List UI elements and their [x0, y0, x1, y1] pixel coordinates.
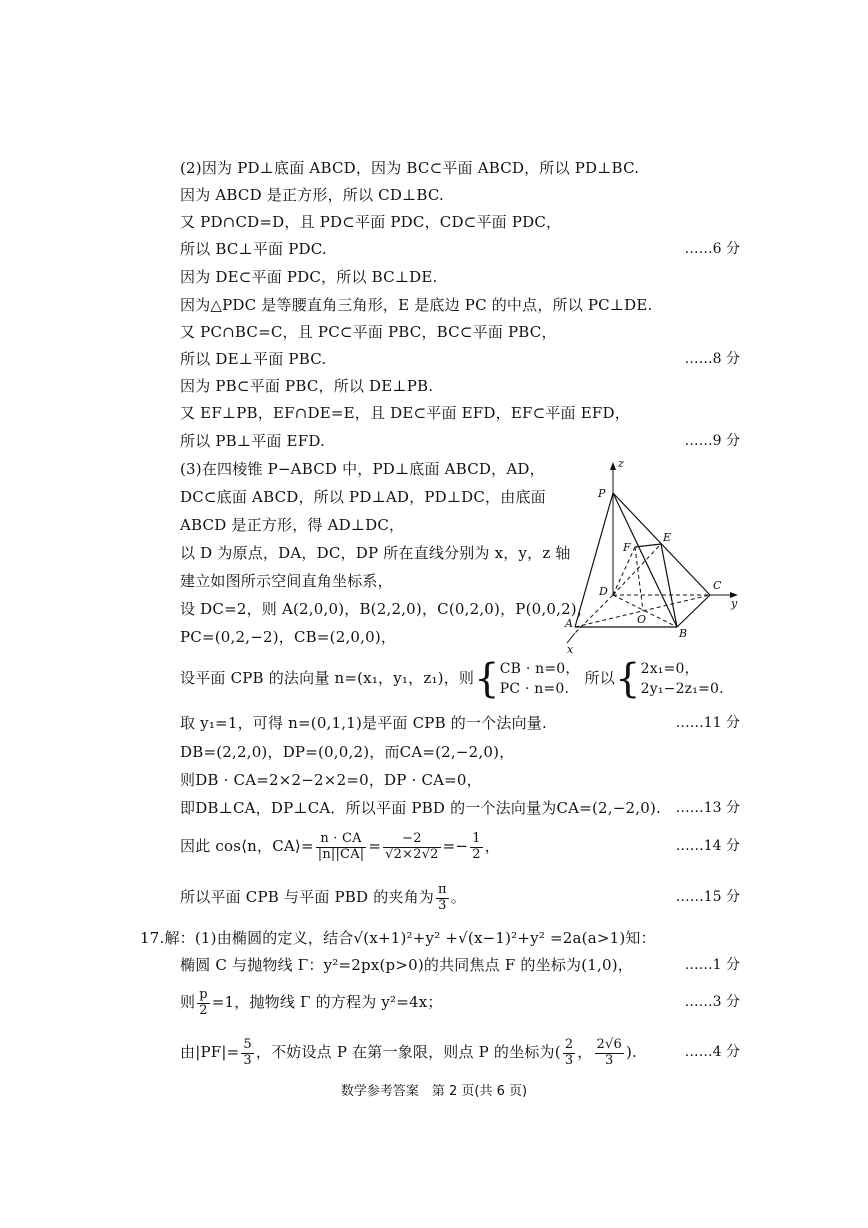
segment-eb [661, 544, 677, 627]
denominator: 3 [438, 897, 447, 913]
equals: =− [442, 837, 469, 855]
cosine-line [180, 823, 500, 869]
equation: 2y₁−2z₁=0. [640, 681, 724, 697]
so-label: 所以 [584, 669, 615, 687]
label-z: z [618, 457, 624, 470]
text-line: (3)在四棱锥 P−ABCD 中，PD⊥底面 ABCD，AD， [180, 460, 545, 478]
numerator: π [438, 882, 447, 898]
pyramid-figure [555, 455, 745, 655]
parabola-text: =1，抛物线 Γ 的方程为 y²=4x； [211, 993, 443, 1011]
label-y: y [731, 597, 738, 610]
left-brace: { [614, 656, 641, 702]
text-line: 因为 ABCD 是正方形，所以 CD⊥BC. [180, 186, 444, 204]
paren: ( [554, 1043, 561, 1061]
text-line: 因为 PB⊂平面 PBC，所以 DE⊥PB. [180, 377, 434, 395]
then-word: 则 [180, 993, 196, 1011]
score-mark: ……14 分 [675, 838, 740, 854]
left-brace: { [474, 656, 500, 702]
text-line: DC⊂底面 ABCD，所以 PD⊥AD，PD⊥DC，由底面 [180, 488, 546, 506]
edge-bc [677, 595, 710, 627]
text-line: ABCD 是正方形，得 AD⊥DC， [180, 516, 405, 534]
text-line: 椭圆 C 与抛物线 Γ：y²=2px(p>0)的共同焦点 F 的坐标为(1,0)， [180, 956, 633, 974]
denominator: |n||CA| [317, 846, 365, 862]
comma: ， [577, 1043, 593, 1061]
text-line: 又 PC∩BC=C，且 PC⊂平面 PBC，BC⊂平面 PBC， [180, 323, 557, 341]
punct: 。 [450, 888, 466, 906]
text-line: 所以 BC⊥平面 PDC. [180, 240, 327, 258]
score-mark: ……13 分 [675, 800, 740, 816]
angle-line [180, 874, 466, 920]
denominator: 2 [199, 1002, 208, 1018]
text-line: 又 PD∩CD=D，且 PD⊂平面 PDC，CD⊂平面 PDC， [180, 213, 562, 231]
fraction [316, 832, 367, 862]
equation-system [500, 659, 580, 699]
segment-fo [635, 547, 643, 611]
punct: ， [484, 837, 500, 855]
text-line: 17.解：(1)由椭圆的定义，结合√(x+1)²+y² +√(x−1)²+y² =2a(a>1)知： [140, 929, 656, 947]
score-mark: ……4 分 [684, 1044, 740, 1060]
normal-lead: 设平面 CPB 的法向量 n=(x₁，y₁，z₁)，则 [180, 669, 475, 687]
numerator: −2 [383, 832, 440, 847]
numerator: 1 [472, 831, 481, 847]
label-f: F [623, 541, 631, 554]
fraction [563, 1038, 575, 1068]
score-mark: ……1 分 [684, 957, 740, 973]
denominator: 2 [472, 846, 481, 862]
angle-text: 所以平面 CPB 与平面 PBD 的夹角为 [180, 888, 435, 906]
text-line: 即DB⊥CA，DP⊥CA．所以平面 PBD 的一个法向量为CA=(2,−2,0). [180, 799, 661, 817]
denominator: 3 [564, 1052, 574, 1068]
text-line: (2)因为 PD⊥底面 ABCD，因为 BC⊂平面 ABCD，所以 PD⊥BC. [180, 159, 640, 177]
label-o: O [637, 613, 647, 626]
point-line [180, 1030, 637, 1074]
numerator: 2 [564, 1037, 574, 1053]
text-line: 取 y₁=1，可得 n=(0,1,1)是平面 CPB 的一个法向量. [180, 714, 547, 732]
text-line: 设 DC=2，则 A(2,0,0)，B(2,2,0)，C(0,2,0)，P(0,0,2)， [180, 600, 593, 618]
parabola-line [180, 980, 443, 1024]
numerator: 2√6 [596, 1037, 622, 1053]
text-line: 建立如图所示空间直角坐标系， [180, 572, 393, 590]
label-b: B [679, 627, 688, 640]
text-line: 所以 PB⊥平面 EFD. [180, 432, 325, 450]
segment-de [613, 544, 661, 595]
denominator: 3 [243, 1052, 252, 1068]
score-mark: ……3 分 [684, 994, 740, 1010]
equation: PC · n=0. [499, 681, 570, 697]
label-e: E [663, 531, 672, 544]
label-d: D [599, 585, 608, 598]
score-mark: ……11 分 [675, 715, 740, 731]
equation: 2x₁=0， [640, 661, 699, 677]
equation-system [641, 659, 724, 699]
fraction [436, 883, 449, 913]
text-line: 因为△PDC 是等腰直角三角形，E 是底边 PC 的中点，所以 PC⊥DE. [180, 296, 653, 314]
equals: = [368, 837, 382, 855]
score-mark: ……15 分 [675, 889, 740, 905]
page-footer: 数学参考答案 第 2 页(共 6 页) [340, 1084, 528, 1099]
text-line: 因为 DE⊂平面 PDC，所以 BC⊥DE. [180, 268, 438, 286]
fraction [197, 988, 210, 1018]
label-x: x [567, 643, 574, 655]
fraction [241, 1038, 253, 1068]
text-line: 则DB · CA=2×2−2×2=0，DP · CA=0， [180, 771, 482, 789]
numerator: n · CA [316, 832, 367, 847]
x-axis-solid [567, 633, 575, 643]
text-line: 又 EF⊥PB，EF∩DE=E，且 DE⊂平面 EFD，EF⊂平面 EFD， [180, 404, 630, 422]
z-arrow [610, 462, 616, 470]
edge-pa [575, 493, 613, 627]
text-line: PC=(0,2,−2)，CB=(2,0,0)， [180, 628, 397, 646]
numerator: p [199, 987, 208, 1003]
denominator: 3 [604, 1052, 614, 1068]
segment-df [613, 547, 635, 595]
fraction [383, 832, 440, 862]
fraction [470, 832, 482, 862]
score-mark: ……6 分 [684, 241, 740, 257]
score-mark: ……8 分 [684, 351, 740, 367]
paren: ). [625, 1043, 637, 1061]
segment-ef [635, 544, 661, 547]
equation: CB · n=0， [499, 661, 580, 677]
cos-lead: 因此 cos⟨n，CA⟩= [180, 837, 314, 855]
text-line: 以 D 为原点，DA，DC，DP 所在直线分别为 x，y，z 轴 [180, 544, 571, 562]
text-line: 所以 DE⊥平面 PBC. [180, 350, 327, 368]
text-line: DB=(2,2,0)，DP=(0,0,2)，而CA=(2,−2,0)， [180, 743, 515, 761]
label-c: C [713, 579, 722, 592]
edge-pb [613, 493, 677, 627]
denominator: √2×2√2 [385, 846, 439, 862]
label-a: A [565, 617, 573, 630]
numerator: 5 [243, 1037, 252, 1053]
pf-lead: 由|PF|= [180, 1043, 240, 1061]
fraction [595, 1038, 624, 1068]
score-mark: ……9 分 [684, 433, 740, 449]
normal-vector-line [180, 650, 724, 706]
point-text: ，不妨设点 P 在第一象限，则点 P 的坐标为 [255, 1043, 555, 1061]
label-p: P [598, 487, 606, 500]
